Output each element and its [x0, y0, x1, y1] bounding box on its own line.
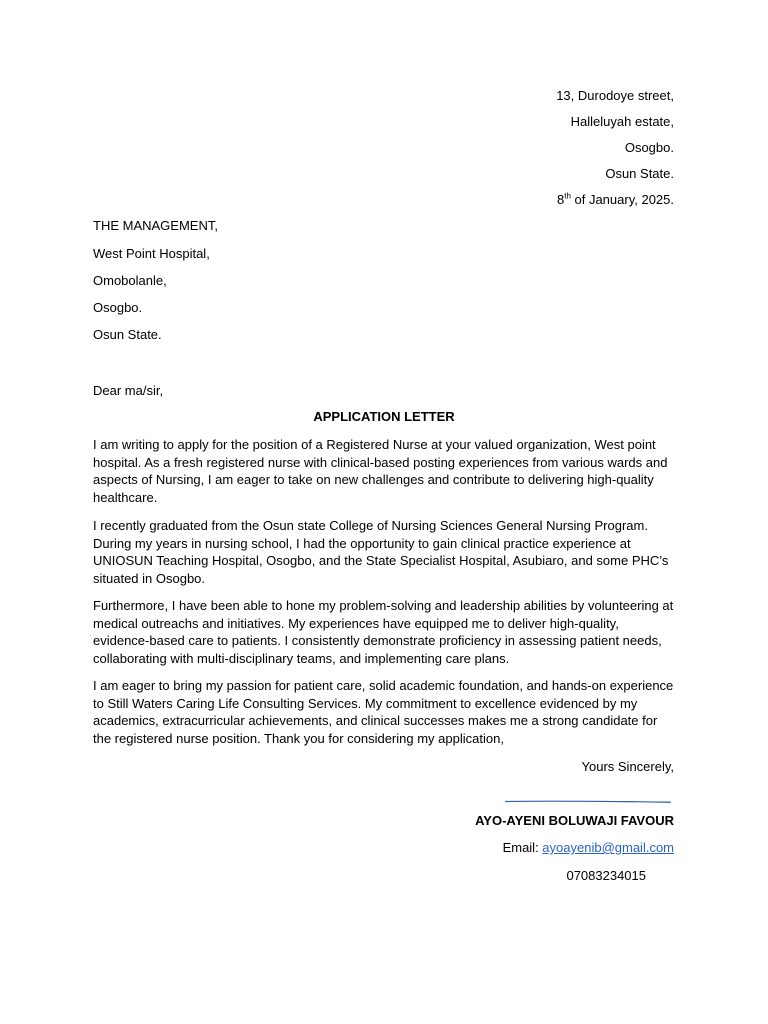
- body-paragraph-1: I am writing to apply for the position of a Registered Nurse at your valued organization, West point hospital. As a fresh registered nurse with clinical-based posting experiences from various wards and aspects of Nursing, I am eager to take on new challenges and contribute to delivering high-quality healthcare.: [93, 437, 668, 505]
- email-link[interactable]: ayoayenib@gmail.com: [542, 840, 674, 855]
- date-rest: of January, 2025.: [570, 192, 674, 207]
- signature-stroke: [505, 800, 671, 803]
- body-paragraph-2: I recently graduated from the Osun state College of Nursing Sciences General Nursing Program. During my years in nursing school, I had the opportunity to gain clinical practice experience at UNIOSUN Teaching Hospital, Osogbo, and the State Specialist Hospital, Asubiaro, and some PHC’s situated in Osogbo.: [93, 518, 669, 586]
- recipient-line: Omobolanle,: [93, 273, 167, 288]
- sender-address-line: Halleluyah estate,: [570, 114, 674, 129]
- sender-address-line: Osogbo.: [624, 140, 674, 155]
- letter-heading: APPLICATION LETTER: [313, 409, 455, 424]
- date-day: 8: [556, 192, 565, 207]
- closing: Yours Sincerely,: [581, 759, 674, 774]
- email-line: [503, 840, 674, 856]
- recipient-line: Osun State.: [93, 327, 162, 342]
- letter-date: [557, 192, 674, 208]
- sender-address-line: Osun State.: [605, 166, 674, 181]
- signatory-name: AYO-AYENI BOLUWAJI FAVOUR: [475, 813, 674, 828]
- recipient-line: Osogbo.: [93, 300, 143, 315]
- date-suffix: th: [564, 191, 571, 201]
- body-paragraph-3: Furthermore, I have been able to hone my problem-solving and leadership abilities by volunteering at medical outreachs and initiatives. My experiences have equipped me to deliver high-quality, evidence-based care to patients. I consistently demonstrate proficiency in assessing patient needs, collaborating with multi-disciplinary teams, and implementing care plans.: [93, 598, 674, 666]
- signature-stroke-path: [505, 801, 671, 802]
- recipient-line: West Point Hospital,: [93, 246, 210, 261]
- body-paragraph-4: I am eager to bring my passion for patient care, solid academic foundation, and hands-on experience to Still Waters Caring Life Consulting Services. My commitment to excellence evidenced by my academics, extracurricular achievements, and clinical successes makes me a strong candidate for the registered nurse position. Thank you for considering my application,: [93, 678, 674, 746]
- recipient-line: THE MANAGEMENT,: [93, 218, 218, 233]
- sender-address-line: 13, Durodoye street,: [556, 88, 674, 103]
- phone-number: 07083234015: [566, 868, 646, 883]
- email-label: Email:: [502, 840, 543, 855]
- salutation: Dear ma/sir,: [93, 383, 164, 398]
